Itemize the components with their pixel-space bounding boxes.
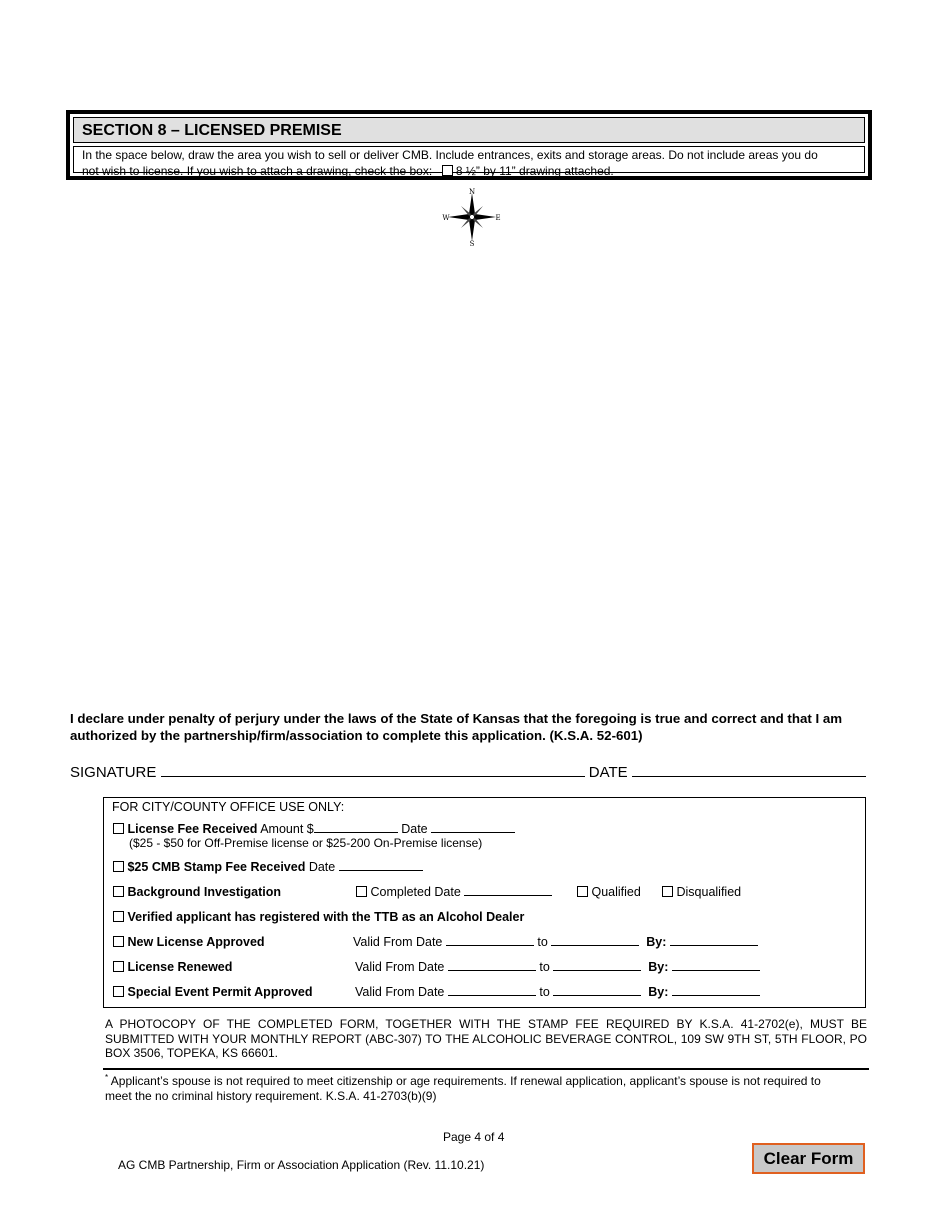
completed-date-field[interactable] — [464, 885, 552, 896]
special-event-to-field[interactable] — [553, 985, 641, 996]
qualified-group: Qualified — [577, 885, 641, 899]
instructions-line-1: In the space below, draw the area you wish to sell or deliver CMB. Include entrances, exits and storage areas. Do not include areas you do — [82, 148, 818, 162]
signature-date-field[interactable] — [632, 775, 866, 777]
ttb-checkbox[interactable] — [113, 911, 124, 922]
renewed-by-field[interactable] — [672, 960, 760, 971]
divider — [103, 1068, 869, 1070]
form-revision-footer: AG CMB Partnership, Firm or Association Application (Rev. 11.10.21) — [118, 1158, 485, 1172]
signature-line — [70, 764, 866, 781]
license-fee-checkbox[interactable] — [113, 823, 124, 834]
special-event-checkbox[interactable] — [113, 986, 124, 997]
background-row: Background Investigation — [113, 885, 281, 899]
date-label: DATE — [588, 764, 628, 781]
renewed-checkbox[interactable] — [113, 961, 124, 972]
renewed-dates: Valid From Date to By: — [355, 960, 760, 974]
compass-n: N — [468, 188, 476, 196]
special-event-row: Special Event Permit Approved — [113, 985, 313, 999]
section-instructions — [73, 146, 865, 178]
stamp-fee-date-field[interactable] — [339, 860, 423, 871]
office-use-heading: FOR CITY/COUNTY OFFICE USE ONLY: — [112, 800, 345, 814]
compass-rose-icon — [441, 186, 503, 248]
disqualified-checkbox[interactable] — [662, 886, 673, 897]
drawing-attached-checkbox[interactable] — [442, 165, 453, 176]
new-license-row: New License Approved — [113, 935, 265, 949]
renewed-from-field[interactable] — [448, 960, 536, 971]
new-license-checkbox[interactable] — [113, 936, 124, 947]
completed-date-group: Completed Date — [356, 885, 552, 899]
section-title-bar — [73, 117, 865, 143]
instructions-line-2: not wish to license. If you wish to attach a drawing, check the box: 8 ½” by 11” drawing attached. — [82, 163, 614, 178]
background-checkbox[interactable] — [113, 886, 124, 897]
stamp-fee-checkbox[interactable] — [113, 861, 124, 872]
clear-form-button[interactable]: Clear Form — [752, 1143, 865, 1174]
footnote: * Applicant’s spouse is not required to meet citizenship or age requirements. If renewal application, applicant’s spouse is not required to meet the no criminal history requirement. K.S.A. 41-2703(b)(9) — [105, 1073, 821, 1103]
compass-w: W — [442, 214, 450, 222]
license-fee-row: License Fee Received Amount $ Date — [113, 822, 515, 836]
license-fee-amount-field[interactable] — [314, 822, 398, 833]
compass-e: E — [495, 214, 501, 222]
section-8-box — [66, 110, 872, 180]
special-event-by-field[interactable] — [672, 985, 760, 996]
perjury-declaration: I declare under penalty of perjury under the laws of the State of Kansas that the foregoing is true and correct and that I am authorized by the partnership/firm/association to complete this application. (K.S.A. 52-601) — [70, 711, 843, 743]
office-use-box — [103, 797, 866, 1008]
ttb-row: Verified applicant has registered with the TTB as an Alcohol Dealer — [113, 910, 524, 924]
section-title: SECTION 8 – LICENSED PREMISE — [82, 122, 342, 139]
drawing-attached-label: 8 ½” by 11” drawing attached. — [455, 163, 614, 178]
license-fee-date-field[interactable] — [431, 822, 515, 833]
fee-note: ($25 - $50 for Off-Premise license or $25-200 On-Premise license) — [129, 836, 483, 850]
signature-field[interactable] — [161, 775, 585, 777]
renewed-to-field[interactable] — [553, 960, 641, 971]
new-license-by-field[interactable] — [670, 935, 758, 946]
new-license-dates: Valid From Date to By: — [353, 935, 758, 949]
renewed-row: License Renewed — [113, 960, 232, 974]
qualified-checkbox[interactable] — [577, 886, 588, 897]
compass-s: S — [469, 240, 475, 248]
stamp-fee-row: $25 CMB Stamp Fee Received Date — [113, 860, 423, 874]
page-number: Page 4 of 4 — [443, 1130, 505, 1144]
new-license-from-field[interactable] — [446, 935, 534, 946]
signature-label: SIGNATURE — [70, 764, 157, 781]
disqualified-group: Disqualified — [662, 885, 741, 899]
special-event-dates: Valid From Date to By: — [355, 985, 760, 999]
special-event-from-field[interactable] — [448, 985, 536, 996]
new-license-to-field[interactable] — [551, 935, 639, 946]
completed-checkbox[interactable] — [356, 886, 367, 897]
photocopy-notice: A PHOTOCOPY OF THE COMPLETED FORM, TOGETHER WITH THE STAMP FEE REQUIRED BY K.S.A. 41-2702(e), MUST BE SUBMITTED WITH YOUR MONTHLY REPORT (ABC-307) TO THE ALCOHOLIC BEVERAGE CONTROL, 109 SW 9TH ST, 5TH FLOOR, PO BOX 3506, TOPEKA, KS 66601. — [105, 1017, 867, 1060]
